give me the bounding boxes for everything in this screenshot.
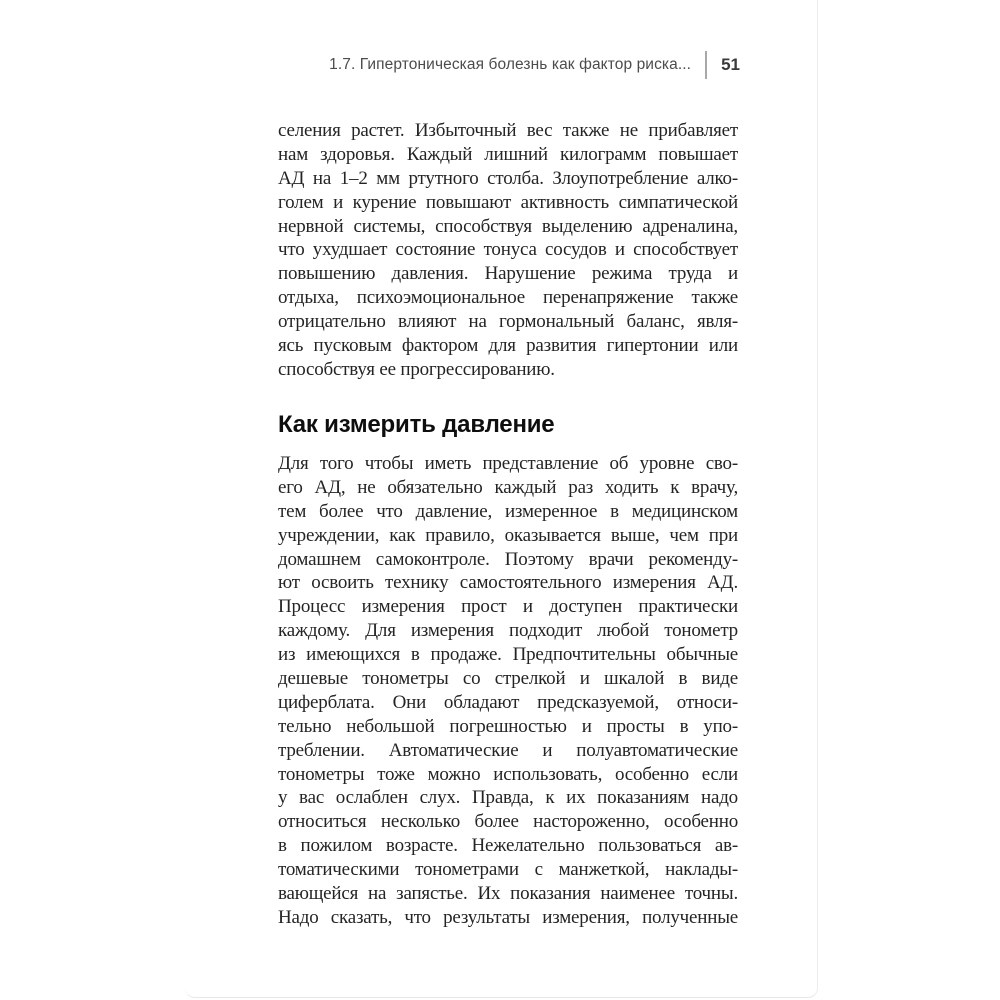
text-line: повышению давления. Нарушение режима труда и <box>278 263 738 285</box>
paragraph-risk-factors <box>278 119 738 382</box>
text-line: тем более что давление, измеренное в медицинском <box>278 500 738 522</box>
text-line: треблении. Автоматические и полуавтоматические <box>278 739 738 761</box>
text-line: селения растет. Избыточный вес также не прибавляет <box>278 120 738 141</box>
header-separator <box>705 51 707 79</box>
text-line: домашнем самоконтроле. Поэтому врачи рекоменду- <box>278 548 738 570</box>
text-line: нам здоровья. Каждый лишний килограмм повышает <box>278 143 738 165</box>
text-line: Для того чтобы иметь представление об уровне сво- <box>278 453 738 474</box>
text-line: из имеющихся в продаже. Предпочтительны обычные <box>278 644 738 666</box>
text-line: отдыха, психоэмоциональное перенапряжение также <box>278 287 738 309</box>
text-line: способствуя ее прогрессированию. <box>278 358 555 380</box>
text-line: его АД, не обязательно каждый раз ходить к врачу, <box>278 476 738 498</box>
text-line: каждому. Для измерения подходит любой тонометр <box>278 620 738 642</box>
text-line: голем и курение повышают активность симпатической <box>278 191 738 213</box>
text-line: отрицательно влияют на гормональный баланс, явля- <box>278 311 738 333</box>
text-line: АД на 1–2 мм ртутного столба. Злоупотребление алко- <box>278 167 738 189</box>
text-line: в пожилом возрасте. Нежелательно пользоваться ав- <box>278 835 738 857</box>
text-line: относиться несколько более настороженно, особенно <box>278 811 738 833</box>
text-line: дешевые тонометры со стрелкой и шкалой в виде <box>278 668 738 690</box>
page-number: 51 <box>721 55 740 74</box>
text-line: ясь пусковым фактором для развития гипертонии или <box>278 335 738 357</box>
text-line: циферблата. Они обладают предсказуемой, относи- <box>278 691 738 713</box>
text-line: ют освоить технику самостоятельного измерения АД. <box>278 572 738 594</box>
text-line: у вас ослаблен слух. Правда, к их показаниям надо <box>278 787 738 809</box>
text-line: учреждении, как правило, оказывается выше, чем при <box>278 524 738 546</box>
text-line: Процесс измерения прост и доступен практически <box>278 596 738 618</box>
text-line: тонометры тоже можно использовать, особенно если <box>278 763 738 785</box>
section-heading: Как измерить давление <box>278 411 555 438</box>
text-line: томатическими тонометрами с манжеткой, наклады- <box>278 859 738 881</box>
chapter-title: 1.7. Гипертоническая болезнь как фактор риска... <box>329 56 692 73</box>
running-head <box>278 51 740 79</box>
text-line: Надо сказать, что результаты измерения, полученные <box>278 906 738 928</box>
text-line: тельно небольшой погрешностью и просты в упо- <box>278 715 738 737</box>
paragraph-how-to-measure <box>278 452 738 930</box>
text-line: вающейся на запястье. Их показания наименее точны. <box>278 883 738 905</box>
text-line: нервной системы, способствуя выделению адреналина, <box>278 215 738 237</box>
text-line: что ухудшает состояние тонуса сосудов и способствует <box>278 239 738 261</box>
